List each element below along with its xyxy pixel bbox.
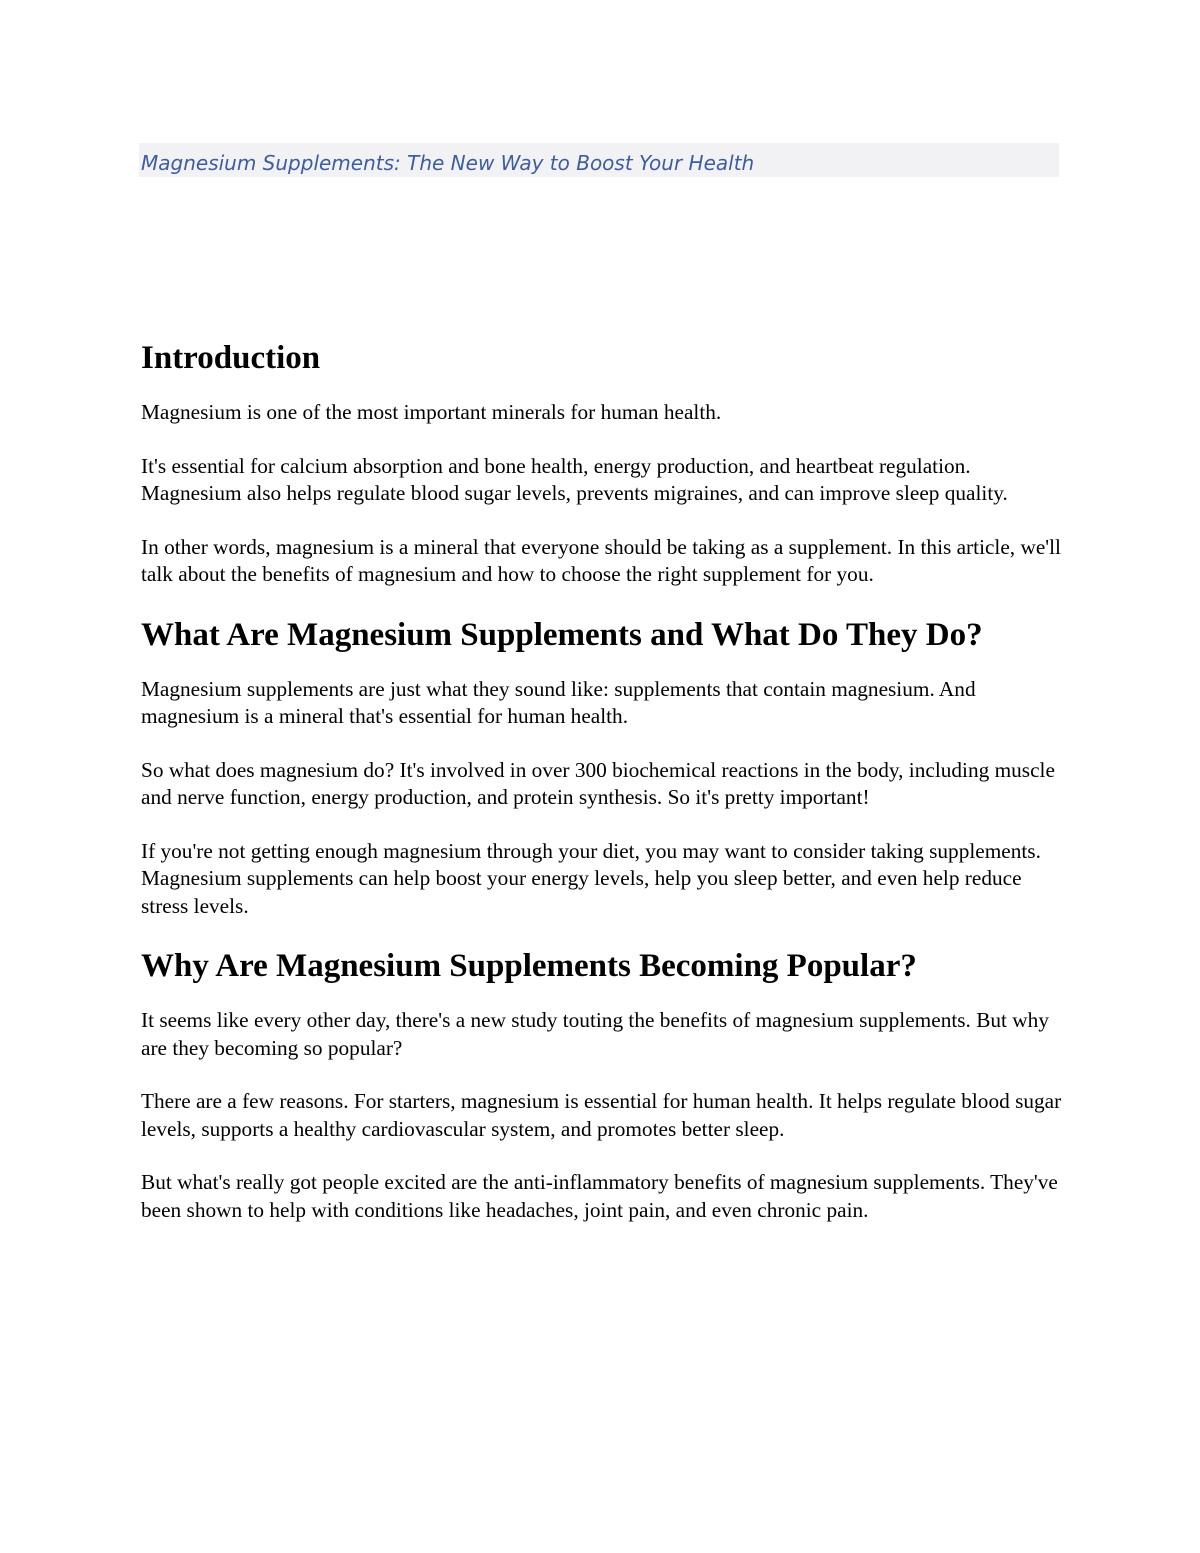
- paragraph: But what's really got people excited are the anti-inflammatory benefits of magnesium supplements. They've been shown to help with conditions like headaches, joint pain, and even chronic pain.: [141, 1170, 1058, 1222]
- section-heading: Why Are Magnesium Supplements Becoming Popular?: [141, 948, 917, 984]
- paragraph: Magnesium supplements are just what they sound like: supplements that contain magnesium. And magnesium is a mineral that's essential for human health.: [141, 676, 976, 728]
- section-heading: What Are Magnesium Supplements and What Do They Do?: [141, 616, 983, 653]
- paragraph: If you're not getting enough magnesium through your diet, you may want to consider taking supplements. Magnesium supplements can help boost your energy levels, help you sleep better, and even help reduce stress levels.: [141, 838, 1041, 918]
- section-heading: Introduction: [141, 340, 321, 376]
- paragraph: So what does magnesium do? It's involved in over 300 biochemical reactions in the body, including muscle and nerve function, energy production, and protein synthesis. So it's pretty important!: [141, 757, 1055, 809]
- document-body: [141, 338, 1066, 1250]
- paragraph: It's essential for calcium absorption and bone health, energy production, and heartbeat regulation. Magnesium also helps regulate blood sugar levels, prevents migraines, and can improve sleep quality.: [141, 453, 1008, 505]
- paragraph: In other words, magnesium is a mineral that everyone should be taking as a supplement. In this article, we'll talk about the benefits of magnesium and how to choose the right supplement for you.: [141, 534, 1061, 586]
- paragraph: It seems like every other day, there's a new study touting the benefits of magnesium supplements. But why are they becoming so popular?: [141, 1008, 1049, 1060]
- paragraph: Magnesium is one of the most important minerals for human health.: [141, 400, 722, 424]
- document-title: Magnesium Supplements: The New Way to Boost Your Health: [139, 143, 1059, 177]
- paragraph: There are a few reasons. For starters, magnesium is essential for human health. It helps regulate blood sugar levels, supports a healthy cardiovascular system, and promotes better sleep.: [141, 1089, 1062, 1141]
- section-why-becoming-popular: [141, 946, 1066, 1224]
- section-introduction: [141, 338, 1066, 589]
- section-what-are-magnesium-supplements: [141, 615, 1066, 921]
